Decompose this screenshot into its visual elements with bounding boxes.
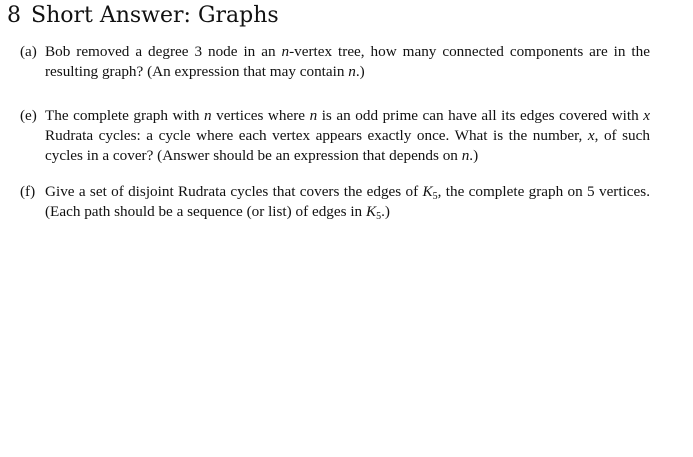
question-label: (a) — [20, 43, 37, 60]
question-text — [45, 182, 650, 222]
math-variable: K — [422, 183, 433, 200]
math-variable: x — [643, 107, 651, 124]
text-run: .) — [469, 147, 479, 164]
text-run: vertices where — [211, 107, 310, 124]
math-subscript: 5 — [376, 211, 382, 222]
section-number: 8 — [7, 3, 21, 28]
question-text — [45, 42, 650, 82]
math-variable: n — [461, 147, 470, 164]
text-run: .) — [355, 63, 365, 80]
section-title: Short Answer: Graphs — [31, 3, 279, 28]
question-e — [20, 106, 650, 166]
question-a — [20, 42, 650, 82]
text-run: Give a set of disjoint Rudrata cycles that covers the edges of — [45, 183, 423, 200]
math-variable: n — [281, 43, 290, 60]
math-variable: n — [348, 63, 356, 80]
text-run: Rudrata cycles: a cycle where each vertex appears exactly once. What is the number, — [45, 127, 588, 144]
math-variable: x — [587, 127, 595, 144]
text-run: -vertex tree, how many connected components are in the resulting graph? (An expression that may contain — [45, 43, 650, 80]
question-label: (e) — [20, 107, 37, 124]
section-heading — [7, 2, 279, 30]
question-label: (f) — [20, 183, 36, 200]
math-variable: n — [309, 107, 318, 124]
question-text — [45, 106, 650, 166]
math-subscript: 5 — [432, 191, 438, 202]
text-run: The complete graph with — [45, 107, 205, 124]
text-run: Bob removed a degree 3 node in an — [45, 43, 282, 60]
math-variable: K — [365, 203, 377, 220]
text-run: .) — [381, 203, 390, 220]
text-run: , of such cycles in a cover? (Answer should be an expression that depends on — [45, 127, 650, 164]
math-variable: n — [204, 107, 212, 124]
text-run: is an odd prime can have all its edges covered with — [317, 107, 644, 124]
question-f — [20, 182, 650, 222]
text-run: , the complete graph on 5 vertices. (Each path should be a sequence (or list) of edges in — [45, 183, 650, 220]
